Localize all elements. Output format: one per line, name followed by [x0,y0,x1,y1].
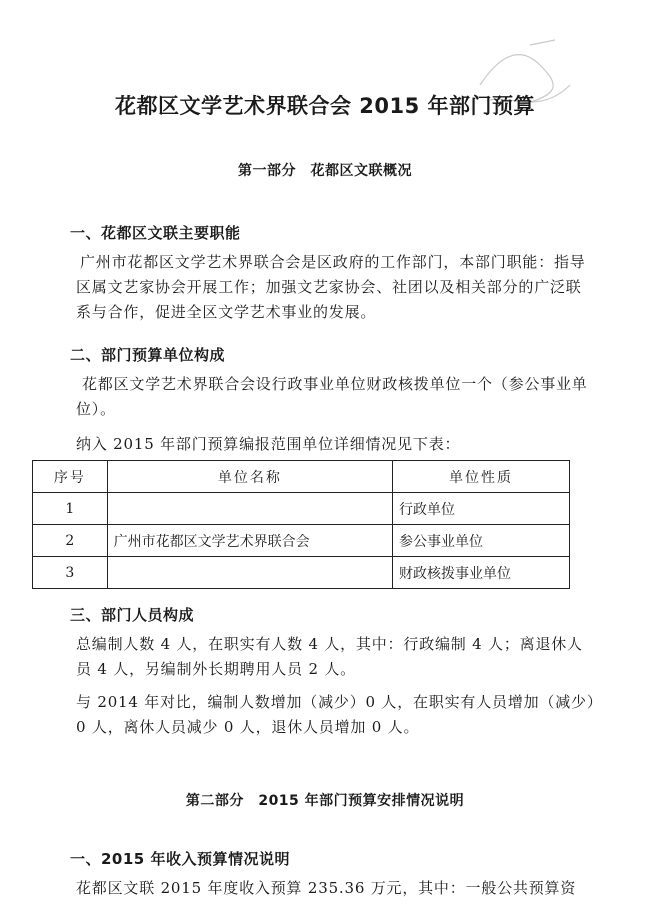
section-1-text: 广州市花都区文学艺术界联合会是区政府的工作部门，本部门职能：指导区属文艺家协会开展工作；加强文艺家协会、社团以及相关部分的广泛联系与合作，促进全区文学艺术事业的发展。 [76,253,586,321]
cell-unit-type: 参公事业单位 [393,525,570,557]
cell-unit-name [107,557,392,589]
section-3-text-1: 总编制人数 4 人，在职实有人数 4 人，其中：行政编制 4 人；离退休人员 4 人，另编制外长期聘用人员 2 人。 [76,635,583,678]
section-3-text-2: 与 2014 年对比，编制人数增加（减少）0 人，在职实有人员增加（减少）0 人，离休人员减少 0 人，退休人员增加 0 人。 [76,693,596,736]
cell-unit-name [107,493,392,525]
table-row [33,557,570,589]
part-one-heading: 第一部分 花都区文联概况 [238,163,412,179]
cell-unit-type: 财政核拨事业单位 [393,557,570,589]
document-title: 花都区文学艺术界联合会 2015 年部门预算 [114,94,536,118]
section-2-heading: 二、部门预算单位构成 [70,346,226,364]
part-two-heading: 第二部分 2015 年部门预算安排情况说明 [185,793,465,809]
cell-unit-type: 行政单位 [393,493,570,525]
cell-index: 1 [33,493,108,525]
unit-table [32,460,570,589]
section-4-text: 花都区文联 2015 年度收入预算 235.36 万元，其中：一般公共预算资 [76,879,577,897]
table-row [33,493,570,525]
section-3-heading: 三、部门人员构成 [70,606,195,624]
cell-unit-name: 广州市花都区文学艺术界联合会 [107,525,392,557]
col-header-index: 序号 [33,461,108,493]
col-header-unit-type: 单位性质 [393,461,570,493]
cell-index: 2 [33,525,108,557]
section-2-text: 花都区文学艺术界联合会设行政事业单位财政核拨单位一个（参公事业单位）。 [76,375,588,418]
col-header-unit-name: 单位名称 [107,461,392,493]
cell-index: 3 [33,557,108,589]
table-header-row [33,461,570,493]
section-1-heading: 一、花都区文联主要职能 [70,224,241,242]
table-intro: 纳入 2015 年部门预算编报范围单位详细情况见下表： [76,435,461,453]
table-row [33,525,570,557]
section-4-heading: 一、2015 年收入预算情况说明 [70,850,290,868]
